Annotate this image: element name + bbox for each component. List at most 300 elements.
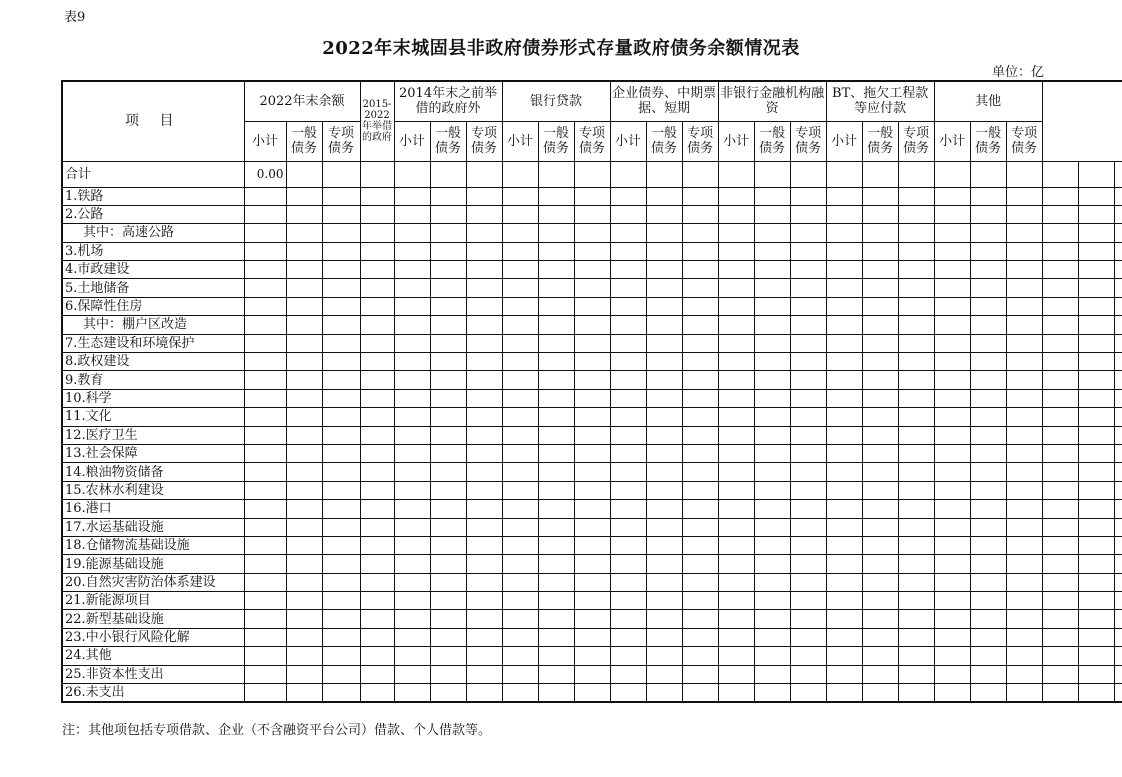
table-cell <box>826 389 862 407</box>
table-cell <box>430 647 466 665</box>
table-cell <box>286 573 322 591</box>
table-cell <box>430 500 466 518</box>
table-cell <box>790 205 826 223</box>
table-cell <box>898 610 934 628</box>
table-cell <box>790 536 826 554</box>
table-cell <box>826 628 862 646</box>
table-cell <box>934 481 970 499</box>
table-cell <box>610 389 646 407</box>
table-cell <box>394 647 430 665</box>
table-cell <box>1114 647 1122 665</box>
table-cell <box>1042 353 1078 371</box>
table-cell <box>682 628 718 646</box>
table-cell <box>286 334 322 352</box>
table-cell <box>826 316 862 334</box>
table-cell <box>898 371 934 389</box>
table-cell <box>286 279 322 297</box>
table-cell <box>538 371 574 389</box>
table-cell <box>394 500 430 518</box>
row-label: 4.市政建设 <box>62 261 244 279</box>
table-cell <box>970 316 1006 334</box>
table-cell <box>610 224 646 242</box>
table-cell <box>754 297 790 315</box>
table-row <box>62 353 1122 371</box>
table-cell <box>1078 684 1114 702</box>
table-cell <box>1114 371 1122 389</box>
table-cell <box>610 334 646 352</box>
table-cell <box>790 555 826 573</box>
table-cell <box>646 555 682 573</box>
table-cell <box>430 389 466 407</box>
table-cell <box>1042 444 1078 462</box>
table-cell <box>244 353 286 371</box>
table-cell <box>646 224 682 242</box>
table-cell <box>826 610 862 628</box>
table-cell <box>574 463 610 481</box>
table-cell <box>1006 610 1042 628</box>
table-cell <box>754 408 790 426</box>
table-cell <box>862 628 898 646</box>
table-cell <box>718 518 754 536</box>
table-cell <box>934 279 970 297</box>
table-cell <box>1114 297 1122 315</box>
table-cell <box>898 665 934 683</box>
table-cell <box>934 205 970 223</box>
table-cell <box>862 592 898 610</box>
subheader-general-debt: 一般债务 <box>646 121 682 161</box>
table-cell <box>610 316 646 334</box>
table-cell <box>1078 224 1114 242</box>
table-cell <box>754 500 790 518</box>
subheader-general-debt: 一般债务 <box>970 121 1006 161</box>
table-cell <box>970 334 1006 352</box>
debt-table <box>61 80 1122 703</box>
table-cell <box>502 500 538 518</box>
table-cell <box>754 518 790 536</box>
table-cell <box>394 684 430 702</box>
table-row <box>62 279 1122 297</box>
table-cell <box>610 187 646 205</box>
table-cell <box>1114 242 1122 260</box>
table-cell <box>898 316 934 334</box>
table-cell <box>502 316 538 334</box>
table-cell <box>502 334 538 352</box>
table-cell <box>898 224 934 242</box>
table-cell <box>466 205 502 223</box>
table-cell <box>898 297 934 315</box>
table-cell <box>646 463 682 481</box>
table-cell <box>244 224 286 242</box>
table-cell <box>360 353 394 371</box>
table-cell <box>322 555 360 573</box>
table-cell <box>682 573 718 591</box>
table-cell <box>1114 224 1122 242</box>
table-cell <box>322 518 360 536</box>
subheader-special-debt: 专项债务 <box>790 121 826 161</box>
header-year-end-balance: 2022年末余额 <box>244 81 360 121</box>
table-cell <box>430 242 466 260</box>
table-cell <box>646 426 682 444</box>
table-cell <box>360 279 394 297</box>
table-cell <box>244 573 286 591</box>
table-cell <box>646 610 682 628</box>
table-cell <box>934 628 970 646</box>
table-cell <box>682 481 718 499</box>
table-cell <box>244 536 286 554</box>
table-cell <box>682 242 718 260</box>
table-cell <box>862 426 898 444</box>
table-cell <box>1006 316 1042 334</box>
table-cell <box>1078 628 1114 646</box>
table-cell <box>862 261 898 279</box>
table-cell <box>538 481 574 499</box>
table-cell <box>1006 592 1042 610</box>
table-cell <box>970 261 1006 279</box>
table-cell <box>1114 316 1122 334</box>
table-cell <box>790 665 826 683</box>
table-cell <box>610 573 646 591</box>
table-cell <box>646 665 682 683</box>
table-cell <box>862 353 898 371</box>
table-cell <box>934 536 970 554</box>
table-cell <box>394 224 430 242</box>
table-cell <box>574 555 610 573</box>
table-cell <box>1042 161 1078 187</box>
table-cell <box>286 371 322 389</box>
table-cell <box>610 353 646 371</box>
table-cell <box>322 187 360 205</box>
table-cell <box>898 518 934 536</box>
table-cell <box>646 334 682 352</box>
table-cell <box>466 684 502 702</box>
table-cell <box>466 426 502 444</box>
table-cell <box>1006 261 1042 279</box>
table-cell <box>790 426 826 444</box>
table-row <box>62 592 1122 610</box>
table-cell <box>826 187 862 205</box>
table-cell <box>682 297 718 315</box>
table-cell <box>538 161 574 187</box>
table-cell <box>466 536 502 554</box>
table-cell <box>718 187 754 205</box>
table-cell <box>826 500 862 518</box>
table-cell <box>430 261 466 279</box>
table-cell <box>790 187 826 205</box>
table-cell <box>826 592 862 610</box>
table-cell <box>538 187 574 205</box>
table-cell <box>754 684 790 702</box>
table-cell <box>1042 684 1078 702</box>
table-cell <box>646 628 682 646</box>
table-cell <box>1006 444 1042 462</box>
table-cell <box>898 647 934 665</box>
table-cell <box>322 536 360 554</box>
table-cell <box>394 610 430 628</box>
table-cell <box>286 628 322 646</box>
row-label: 24.其他 <box>62 647 244 665</box>
table-cell <box>1114 261 1122 279</box>
table-cell <box>286 426 322 444</box>
table-cell <box>1078 592 1114 610</box>
table-cell <box>322 242 360 260</box>
table-cell <box>502 353 538 371</box>
table-cell <box>898 555 934 573</box>
table-cell <box>574 161 610 187</box>
table-cell <box>862 205 898 223</box>
table-cell <box>682 371 718 389</box>
table-cell <box>430 353 466 371</box>
table-cell <box>646 353 682 371</box>
table-cell <box>1006 500 1042 518</box>
table-cell <box>574 205 610 223</box>
table-cell <box>466 261 502 279</box>
table-cell <box>286 353 322 371</box>
table-cell <box>718 610 754 628</box>
table-cell <box>360 592 394 610</box>
table-cell <box>826 481 862 499</box>
table-cell <box>466 371 502 389</box>
table-cell <box>862 242 898 260</box>
table-cell <box>754 205 790 223</box>
table-cell <box>1078 555 1114 573</box>
table-cell <box>1006 647 1042 665</box>
table-cell <box>286 665 322 683</box>
table-cell <box>718 408 754 426</box>
footnote: 注：其他项包括专项借款、企业（不含融资平台公司）借款、个人借款等。 <box>62 723 492 738</box>
table-cell <box>970 408 1006 426</box>
table-cell <box>574 481 610 499</box>
table-cell <box>394 573 430 591</box>
table-cell <box>1114 334 1122 352</box>
table-cell <box>1078 389 1114 407</box>
table-cell <box>1078 536 1114 554</box>
table-cell <box>394 665 430 683</box>
table-row <box>62 610 1122 628</box>
table-row <box>62 389 1122 407</box>
table-cell: 0.00 <box>244 161 286 187</box>
row-label: 1.铁路 <box>62 187 244 205</box>
table-cell <box>790 334 826 352</box>
table-cell <box>826 536 862 554</box>
table-cell <box>244 279 286 297</box>
table-cell <box>538 261 574 279</box>
table-row <box>62 371 1122 389</box>
table-cell <box>286 463 322 481</box>
table-cell <box>862 224 898 242</box>
table-cell <box>790 353 826 371</box>
table-cell <box>646 444 682 462</box>
table-cell <box>574 242 610 260</box>
table-cell <box>244 389 286 407</box>
table-cell <box>898 426 934 444</box>
table-cell <box>394 536 430 554</box>
table-cell <box>286 481 322 499</box>
table-row <box>62 297 1122 315</box>
table-cell <box>466 665 502 683</box>
table-cell <box>286 261 322 279</box>
table-cell <box>754 389 790 407</box>
table-cell <box>862 610 898 628</box>
table-cell <box>1042 463 1078 481</box>
table-cell <box>322 316 360 334</box>
table-cell <box>970 555 1006 573</box>
table-cell <box>898 684 934 702</box>
table-cell <box>1006 463 1042 481</box>
table-cell <box>898 500 934 518</box>
table-cell <box>1006 389 1042 407</box>
table-cell <box>754 647 790 665</box>
table-row <box>62 426 1122 444</box>
table-cell <box>502 684 538 702</box>
table-cell <box>502 279 538 297</box>
table-cell <box>682 444 718 462</box>
table-cell <box>826 463 862 481</box>
table-row <box>62 481 1122 499</box>
row-label: 8.政权建设 <box>62 353 244 371</box>
row-label: 其中：高速公路 <box>62 224 244 242</box>
table-cell <box>430 224 466 242</box>
table-cell <box>286 224 322 242</box>
row-label: 6.保障性住房 <box>62 297 244 315</box>
table-cell <box>826 408 862 426</box>
table-cell <box>934 592 970 610</box>
table-cell <box>718 353 754 371</box>
table-cell <box>790 408 826 426</box>
table-row <box>62 628 1122 646</box>
row-label: 18.仓储物流基础设施 <box>62 536 244 554</box>
table-row <box>62 161 1122 187</box>
table-cell <box>1042 647 1078 665</box>
table-cell <box>898 573 934 591</box>
table-cell <box>1078 297 1114 315</box>
table-cell <box>1042 592 1078 610</box>
table-cell <box>718 481 754 499</box>
table-cell <box>430 463 466 481</box>
table-cell <box>754 334 790 352</box>
row-label: 20.自然灾害防治体系建设 <box>62 573 244 591</box>
table-cell <box>466 334 502 352</box>
table-cell <box>286 647 322 665</box>
table-cell <box>1042 555 1078 573</box>
table-cell <box>826 647 862 665</box>
table-row <box>62 665 1122 683</box>
table-cell <box>1078 316 1114 334</box>
table-cell <box>610 665 646 683</box>
table-cell <box>574 684 610 702</box>
table-cell <box>610 518 646 536</box>
table-cell <box>1042 187 1078 205</box>
table-cell <box>718 573 754 591</box>
table-cell <box>1042 665 1078 683</box>
table-cell <box>574 389 610 407</box>
row-label: 26.未支出 <box>62 684 244 702</box>
table-cell <box>502 371 538 389</box>
table-cell <box>360 444 394 462</box>
table-cell <box>682 610 718 628</box>
table-cell <box>574 334 610 352</box>
table-cell <box>360 573 394 591</box>
table-cell <box>394 463 430 481</box>
table-cell <box>718 426 754 444</box>
table-cell <box>718 371 754 389</box>
table-cell <box>646 684 682 702</box>
table-cell <box>538 242 574 260</box>
table-cell <box>394 444 430 462</box>
table-cell <box>244 187 286 205</box>
table-cell <box>754 628 790 646</box>
table-cell <box>1078 518 1114 536</box>
table-cell <box>682 334 718 352</box>
table-cell <box>790 628 826 646</box>
table-cell <box>862 518 898 536</box>
table-cell <box>1006 242 1042 260</box>
table-cell <box>754 426 790 444</box>
table-cell <box>934 444 970 462</box>
table-cell <box>286 518 322 536</box>
table-cell <box>244 242 286 260</box>
table-cell <box>430 610 466 628</box>
table-cell <box>244 500 286 518</box>
table-cell <box>970 426 1006 444</box>
table-cell <box>682 684 718 702</box>
table-cell <box>790 297 826 315</box>
table-cell <box>898 408 934 426</box>
table-cell <box>466 444 502 462</box>
table-cell <box>538 628 574 646</box>
table-cell <box>322 500 360 518</box>
table-cell <box>430 426 466 444</box>
table-cell <box>360 426 394 444</box>
table-cell <box>360 628 394 646</box>
table-cell <box>754 261 790 279</box>
table-cell <box>646 518 682 536</box>
header-2015-2022: 2015-2022年举借的政府 <box>360 81 394 161</box>
table-cell <box>934 463 970 481</box>
table-cell <box>466 389 502 407</box>
table-cell <box>790 444 826 462</box>
table-cell <box>646 536 682 554</box>
table-cell <box>466 555 502 573</box>
table-cell <box>610 297 646 315</box>
table-cell <box>1114 463 1122 481</box>
table-row <box>62 408 1122 426</box>
table-cell <box>1114 161 1122 187</box>
table-cell <box>1114 481 1122 499</box>
table-cell <box>322 205 360 223</box>
table-cell <box>754 316 790 334</box>
table-cell <box>970 224 1006 242</box>
table-cell <box>862 187 898 205</box>
table-row <box>62 261 1122 279</box>
table-cell <box>538 408 574 426</box>
subheader-general-debt: 一般债务 <box>286 121 322 161</box>
table-cell <box>1078 610 1114 628</box>
table-cell <box>1078 371 1114 389</box>
table-cell <box>934 573 970 591</box>
table-cell <box>754 592 790 610</box>
table-cell <box>682 647 718 665</box>
table-cell <box>790 224 826 242</box>
row-label: 其中：棚户区改造 <box>62 316 244 334</box>
table-cell <box>394 371 430 389</box>
table-cell <box>898 261 934 279</box>
table-cell <box>790 610 826 628</box>
table-cell <box>718 647 754 665</box>
table-cell <box>790 371 826 389</box>
table-row <box>62 224 1122 242</box>
table-cell <box>970 684 1006 702</box>
table-cell <box>286 161 322 187</box>
